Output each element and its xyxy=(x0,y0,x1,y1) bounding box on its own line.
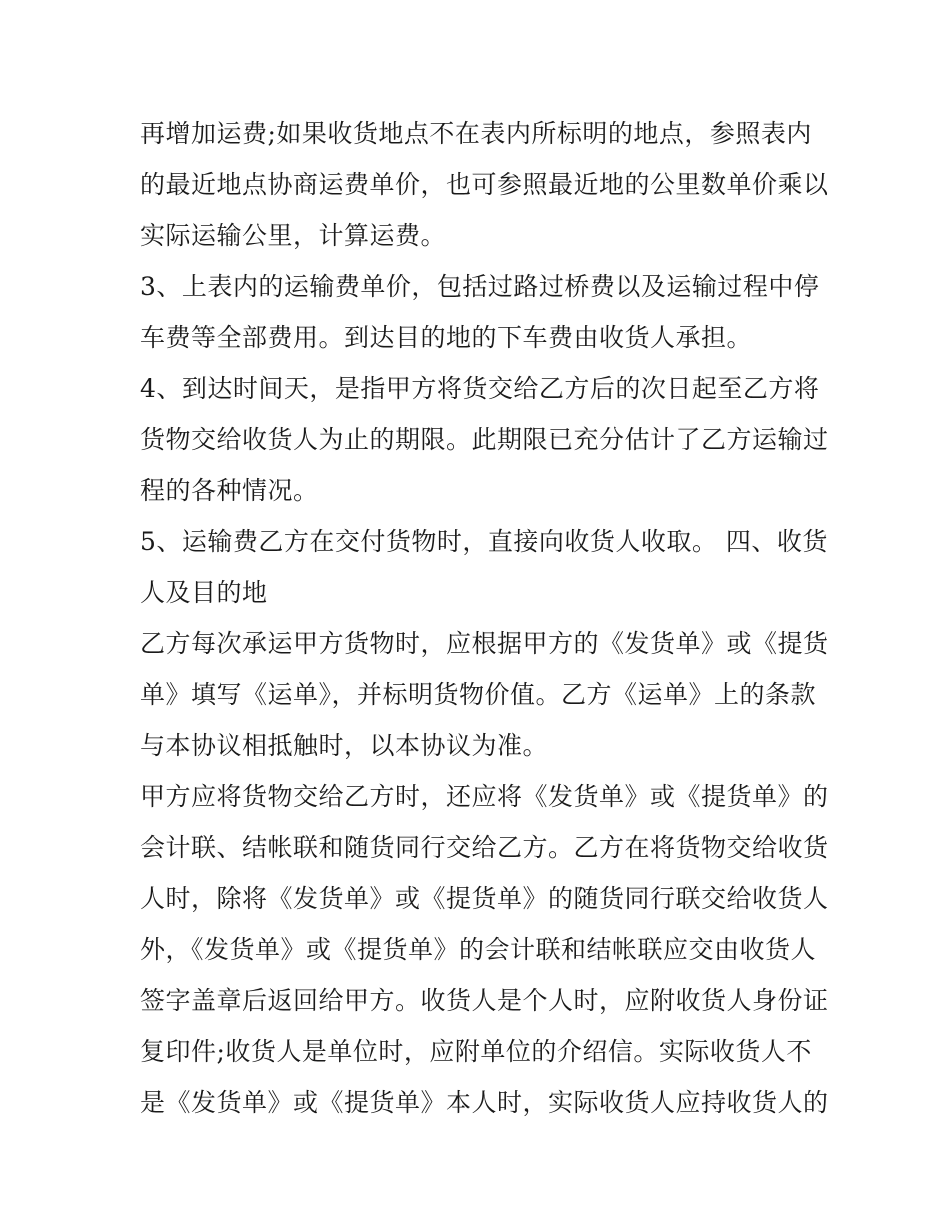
text-line: 复印件;收货人是单位时，应附单位的介绍信。实际收货人不 xyxy=(140,1037,812,1066)
text-line: 货物交给收货人为止的期限。此期限已充分估计了乙方运输过 xyxy=(140,425,829,454)
text-line: 人时，除将《发货单》或《提货单》的随货同行联交给收货人 xyxy=(140,884,829,913)
text-line: 签字盖章后返回给甲方。收货人是个人时，应附收货人身份证 xyxy=(140,986,829,1015)
text-line: 3、上表内的运输费单价，包括过路过桥费以及运输过程中停 xyxy=(140,272,820,301)
text-line: 人及目的地 xyxy=(140,578,268,607)
text-line: 车费等全部费用。到达目的地的下车费由收货人承担。 xyxy=(140,323,753,352)
text-line: 外，《发货单》或《提货单》的会计联和结帐联应交由收货人 xyxy=(140,935,817,964)
text-line: 程的各种情况。 xyxy=(140,476,319,505)
text-line: 实际运输公里，计算运费。 xyxy=(140,221,447,250)
text-line: 再增加运费;如果收货地点不在表内所标明的地点，参照表内 xyxy=(140,119,812,148)
text-line: 甲方应将货物交给乙方时，还应将《发货单》或《提货单》的 xyxy=(140,782,829,811)
text-line: 的最近地点协商运费单价，也可参照最近地的公里数单价乘以 xyxy=(140,170,829,199)
text-line: 会计联、结帐联和随货同行交给乙方。乙方在将货物交给收货 xyxy=(140,833,829,862)
text-line: 5、运输费乙方在交付货物时，直接向收货人收取。 四、收货 xyxy=(140,527,828,556)
document-body xyxy=(140,108,829,1128)
text-line: 乙方每次承运甲方货物时，应根据甲方的《发货单》或《提货 xyxy=(140,629,829,658)
text-line: 是《发货单》或《提货单》本人时，实际收货人应持收货人的 xyxy=(140,1088,829,1117)
text-line: 4、到达时间天，是指甲方将货交给乙方后的次日起至乙方将 xyxy=(140,374,820,403)
text-line: 单》填写《运单》，并标明货物价值。乙方《运单》上的条款 xyxy=(140,680,817,709)
text-line: 与本协议相抵触时，以本协议为准。 xyxy=(140,731,549,760)
